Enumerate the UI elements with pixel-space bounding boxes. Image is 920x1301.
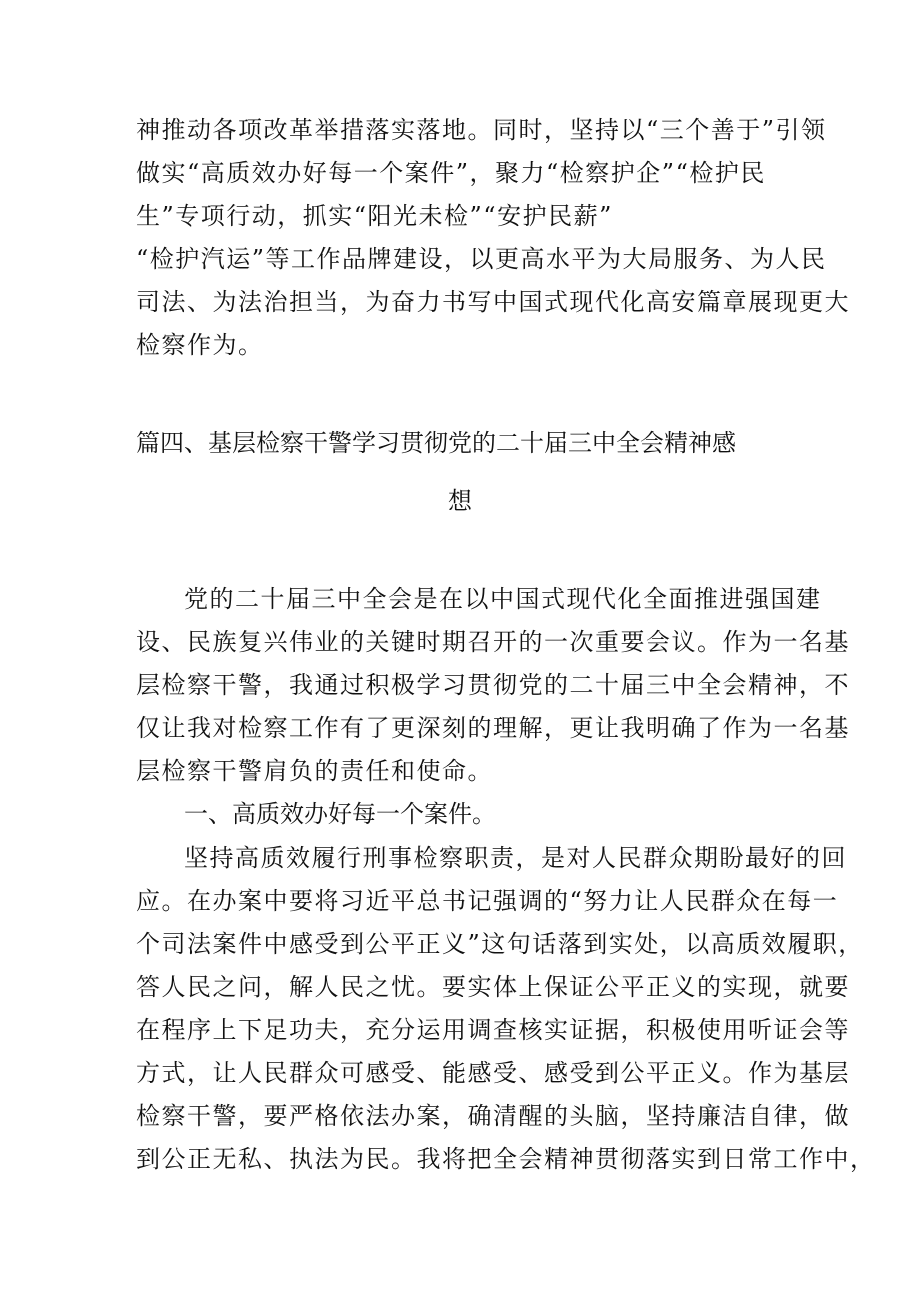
text-line: 个司法案件中感受到公平正义”这句话落到实处，以高质效履职， bbox=[136, 930, 864, 958]
section-title: 篇四、基层检察干警学习贯彻党的二十届三中全会精神感 bbox=[136, 429, 736, 457]
text-line: 神推动各项改革举措落实落地。同时，坚持以“三个善于”引领 bbox=[136, 116, 827, 144]
text-line: 在程序上下足功夫，充分运用调查核实证据，积极使用听证会等 bbox=[136, 1016, 850, 1044]
text-line: 应。在办案中要将习近平总书记强调的“努力让人民群众在每一 bbox=[136, 887, 839, 915]
text-line: 检察干警，要严格依法办案，确清醒的头脑，坚持廉洁自律，做 bbox=[136, 1102, 850, 1130]
text-line: 方式，让人民群众可感受、能感受、感受到公平正义。作为基层 bbox=[136, 1059, 850, 1087]
text-line: 党的二十届三中全会是在以中国式现代化全面推进强国建 bbox=[184, 585, 822, 613]
text-line: 层检察干警，我通过积极学习贯彻党的二十届三中全会精神，不 bbox=[136, 671, 850, 699]
text-line: 司法、为法治担当，为奋力书写中国式现代化高安篇章展现更大 bbox=[136, 288, 850, 316]
text-line: 仅让我对检察工作有了更深刻的理解，更让我明确了作为一名基 bbox=[136, 714, 850, 742]
section-title-continued: 想 bbox=[448, 487, 472, 515]
text-line: “检护汽运”等工作品牌建设，以更高水平为大局服务、为人民 bbox=[136, 245, 827, 273]
text-line: 检察作为。 bbox=[136, 331, 264, 359]
text-line: 坚持高质效履行刑事检察职责，是对人民群众期盼最好的回 bbox=[184, 844, 847, 872]
text-line: 生”专项行动，抓实“阳光未检”“安护民薪” bbox=[136, 202, 613, 230]
text-line: 做实“高质效办好每一个案件”，聚力“检察护企”“检护民 bbox=[136, 159, 766, 187]
text-line: 层检察干警肩负的责任和使命。 bbox=[136, 757, 493, 785]
text-line: 设、民族复兴伟业的关键时期召开的一次重要会议。作为一名基 bbox=[136, 628, 850, 656]
subheading: 一、高质效办好每一个案件。 bbox=[184, 800, 496, 828]
text-line: 答人民之问，解人民之忧。要实体上保证公平正义的实现，就要 bbox=[136, 973, 850, 1001]
text-line: 到公正无私、执法为民。我将把全会精神贯彻落实到日常工作中， bbox=[136, 1145, 876, 1173]
